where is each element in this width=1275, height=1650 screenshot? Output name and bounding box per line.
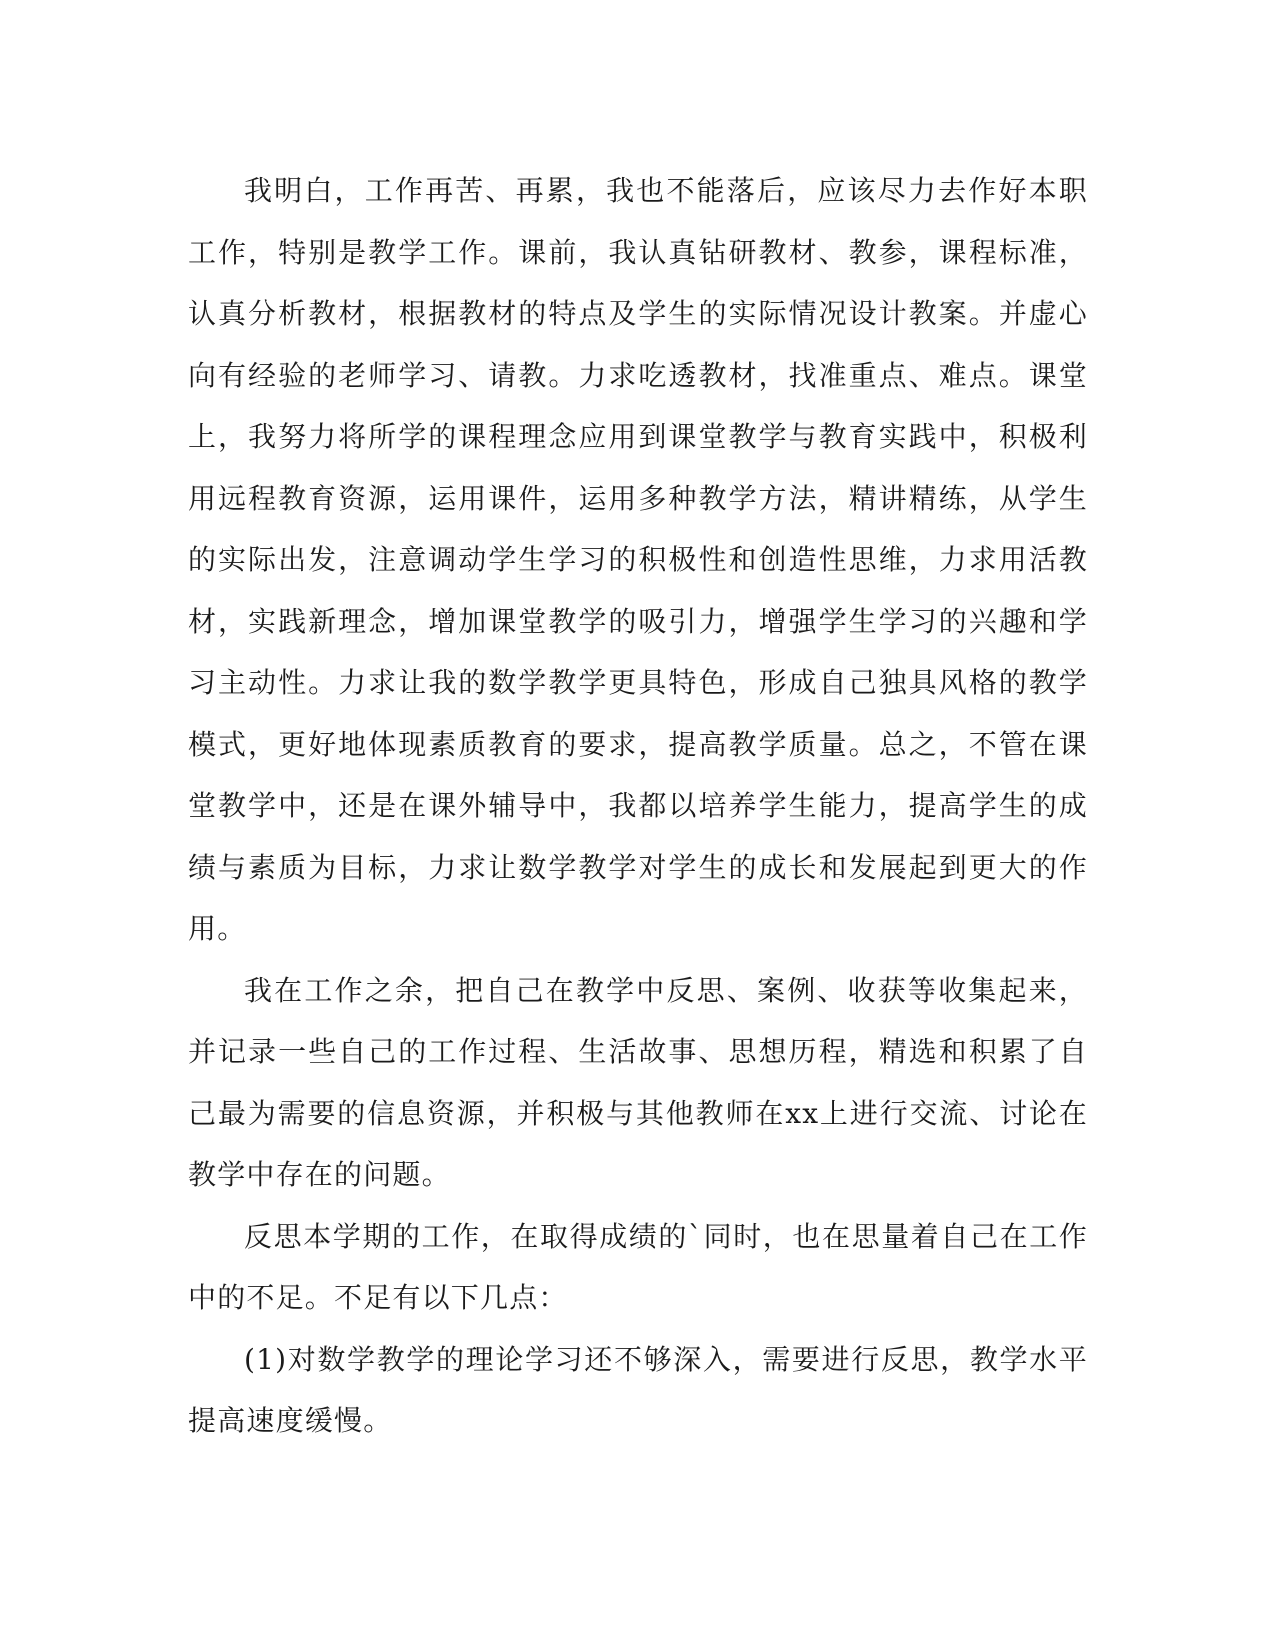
paragraph-reflection-collection: 我在工作之余，把自己在教学中反思、案例、收获等收集起来，并记录一些自己的工作过程、生活故事、思想历程，精选和积累了自己最为需要的信息资源，并积极与其他教师在xx上进行交流、讨论在教学中存在的问题。 xyxy=(188,973,1088,1191)
paragraph-teaching-work: 我明白，工作再苦、再累，我也不能落后，应该尽力去作好本职工作，特别是教学工作。课前，我认真钻研教材、教参，课程标准，认真分析教材，根据教材的特点及学生的实际情况设计教案。并虚心向有经验的老师学习、请教。力求吃透教材，找准重点、难点。课堂上，我努力将所学的课程理念应用到课堂教学与教育实践中，积极利用远程教育资源，运用课件，运用多种教学方法，精讲精练，从学生的实际出发，注意调动学生学习的积极性和创造性思维，力求用活教材，实践新理念，增加课堂教学的吸引力，增强学生学习的兴趣和学习主动性。力求让我的数学教学更具特色，形成自己独具风格的教学模式，更好地体现素质教育的要求，提高教学质量。总之，不管在课堂教学中，还是在课外辅导中，我都以培养学生能力，提高学生的成绩与素质为目标，力求让数学教学对学生的成长和发展起到更大的作用。 xyxy=(188,174,1088,945)
paragraph-shortcoming-1: (1)对数学教学的理论学习还不够深入，需要进行反思，教学水平提高速度缓慢。 xyxy=(188,1342,1088,1437)
paragraph-shortcomings-intro: 反思本学期的工作，在取得成绩的`同时，也在思量着自己在工作中的不足。不足有以下几点： xyxy=(188,1219,1088,1314)
document-body xyxy=(188,160,1088,1452)
